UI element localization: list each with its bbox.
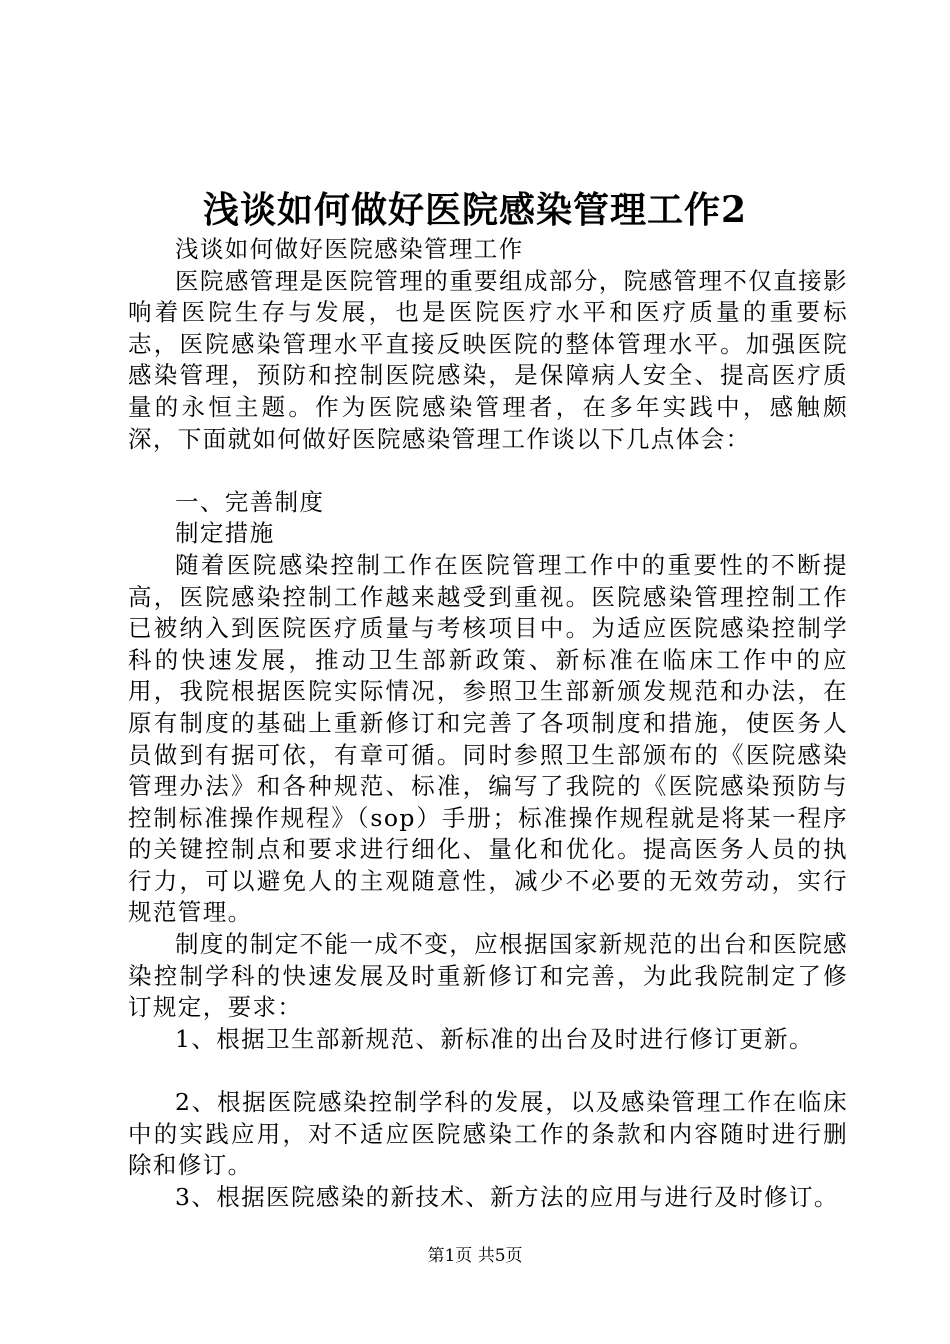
paragraph-intro: 医院感管理是医院管理的重要组成部分，院感管理不仅直接影响着医院生存与发展，也是医院医疗水平和医疗质量的重要标志，医院感染管理水平直接反映医院的整体管理水平。加强医院感染管理，预防和控制医院感染，是保障病人安全、提高医疗质量的永恒主题。作为医院感染管理者，在多年实践中，感触颇深，下面就如何做好医院感染管理工作谈以下几点体会：: [128, 266, 848, 453]
list-item: 1、根据卫生部新规范、新标准的出台及时进行修订更新。: [175, 1024, 814, 1053]
list-item: 3、根据医院感染的新技术、新方法的应用与进行及时修订。: [175, 1182, 839, 1211]
paragraph-body: 制度的制定不能一成不变，应根据国家新规范的出台和医院感染控制学科的快速发展及时重新修订和完善，为此我院制定了修订规定，要求：: [128, 930, 848, 1022]
section-subheading: 制定措施: [175, 519, 275, 548]
paragraph-body: 随着医院感染控制工作在医院管理工作中的重要性的不断提高，医院感染控制工作越来越受到重视。医院感染管理控制工作已被纳入到医院医疗质量与考核项目中。为适应医院感染控制学科的快速发展，推动卫生部新政策、新标准在临床工作中的应用，我院根据医院实际情况，参照卫生部新颁发规范和办法，在原有制度的基础上重新修订和完善了各项制度和措施，使医务人员做到有据可依，有章可循。同时参照卫生部颁布的《医院感染管理办法》和各种规范、标准，编写了我院的《医院感染预防与控制标准操作规程》（sop）手册；标准操作规程就是将某一程序的关键控制点和要求进行细化、量化和优化。提高医务人员的执行力，可以避免人的主观随意性，减少不必要的无效劳动，实行规范管理。: [128, 550, 848, 927]
paragraph-subtitle: 浅谈如何做好医院感染管理工作: [175, 235, 524, 263]
document-body: [128, 234, 848, 1213]
page-number-footer: 第1页 共5页: [427, 1246, 523, 1266]
section-heading: 一、完善制度: [175, 487, 325, 516]
document-title: 浅谈如何做好医院感染管理工作2: [202, 189, 748, 231]
list-item: 2、根据医院感染控制学科的发展，以及感染管理工作在临床中的实践应用，对不适应医院感染工作的条款和内容随时进行删除和修订。: [128, 1088, 848, 1180]
